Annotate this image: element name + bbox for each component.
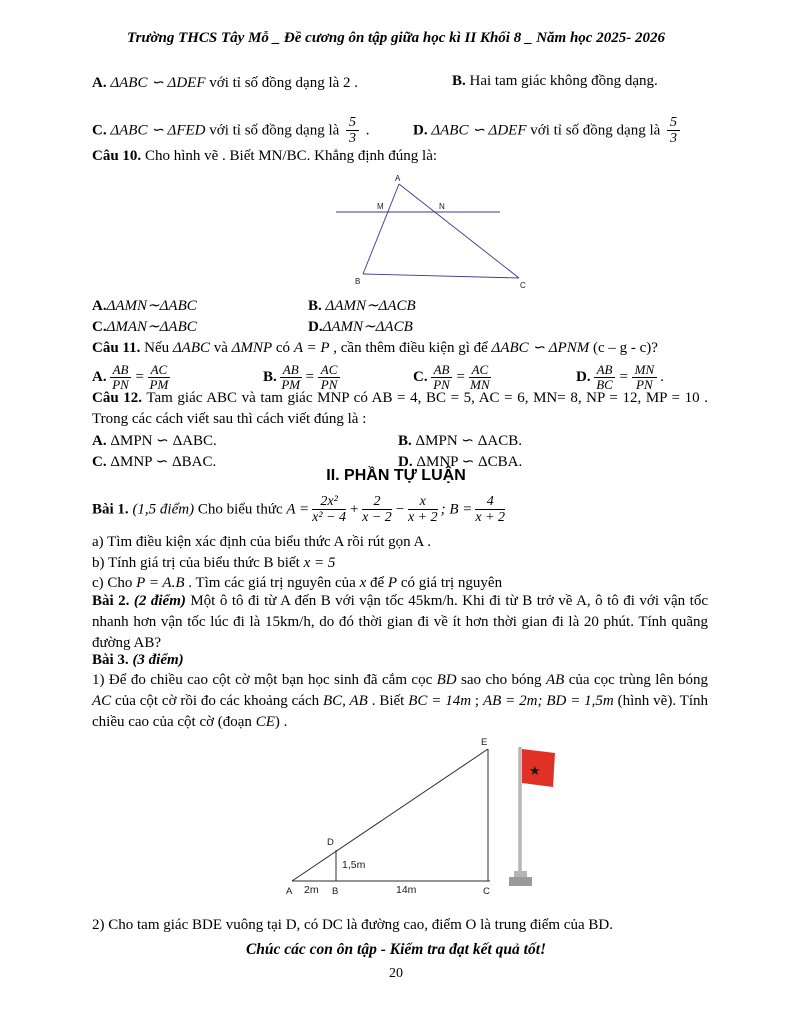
fraction-numerator: AB <box>431 363 453 378</box>
equals-sign: = <box>134 369 145 386</box>
page-number: 20 <box>389 966 403 981</box>
fraction <box>362 494 392 526</box>
item-text: của cột cờ rồi đo các khoảng cách <box>111 693 323 709</box>
math-segment: AB <box>545 672 565 688</box>
item-text: c) Cho <box>92 575 137 591</box>
q9-option-a <box>92 73 358 92</box>
item-text: của cọc trùng lên bóng <box>564 672 708 688</box>
exercise-text: Cho biểu thức <box>194 501 287 518</box>
fraction <box>408 494 438 526</box>
shadow-line-ae <box>292 749 488 881</box>
question-text: và <box>210 340 232 356</box>
closing-wish: Chúc các con ôn tập - Kiểm tra đạt kết quả tốt! <box>245 941 547 958</box>
option-label: B. <box>398 433 412 449</box>
item-text: b) Tính giá trị của biểu thức B biết <box>92 555 304 571</box>
option-label: A. <box>92 75 107 91</box>
dimension-ab: 2m <box>304 884 319 896</box>
option-text: ΔMPN ∽ ΔACB. <box>411 433 522 449</box>
option-math: ΔABC ∽ ΔFED <box>106 122 210 139</box>
q10-option-a <box>92 296 197 315</box>
q10-option-b <box>308 296 416 315</box>
q9-option-b <box>452 73 658 90</box>
fraction-denominator: x − 2 <box>362 510 392 526</box>
math-segment: AC <box>92 693 112 709</box>
flag-base <box>509 877 532 886</box>
b3-heading <box>92 652 184 669</box>
q9-option-d <box>413 115 683 147</box>
option-label: D. <box>576 369 591 386</box>
point-label-n: N <box>439 202 445 211</box>
fraction-denominator: x + 2 <box>407 510 438 526</box>
fraction <box>475 494 505 526</box>
point-label-m: M <box>377 202 384 211</box>
vertex-label-b: B <box>332 886 339 897</box>
fraction-numerator: AC <box>469 363 492 378</box>
equals-sign: = <box>304 369 315 386</box>
exercise-text: Một ô tô đi từ A đến B với vận tốc 45km/h. Khi đi từ B trở về A, ô tô đi với vận tốc nhanh hơn vận tốc lúc đi là 15km/h, do đó thời gian đi về ít hơn thời gian đi là 20 phút. Tính quãng đường AB? <box>92 593 708 651</box>
equals-sign: = <box>455 369 466 386</box>
math-segment: BC, AB <box>322 693 368 709</box>
fraction <box>346 115 359 147</box>
math-segment: ; B = <box>440 501 473 518</box>
q10-option-d <box>308 317 413 336</box>
q11-stem <box>92 338 658 357</box>
fraction-numerator: 2 <box>362 494 392 510</box>
fraction-numerator: AC <box>148 363 171 378</box>
exercise-number: Bài 2. <box>92 593 130 609</box>
question-text: có <box>272 340 294 356</box>
math-segment: x = 5 <box>303 555 336 571</box>
q10-stem <box>92 148 437 165</box>
q12-option-a <box>92 431 217 450</box>
math-segment: ΔABC ∽ ΔPNM <box>491 340 590 356</box>
plus-sign: + <box>349 501 360 518</box>
option-label: A. <box>92 298 107 314</box>
option-label: C. <box>92 122 107 139</box>
option-text: ΔMNP ∽ ΔCBA. <box>412 454 523 470</box>
b1-stem <box>92 494 508 526</box>
b1-item-b <box>92 555 335 572</box>
option-math: ΔAMN∼ΔACB <box>321 298 416 314</box>
option-text-after: . <box>362 122 370 139</box>
vertex-label-a: A <box>395 174 401 183</box>
option-math: ΔABC ∽ ΔDEF <box>106 75 210 91</box>
question-text: Nếu <box>140 340 173 356</box>
b1-item-a: a) Tìm điều kiện xác định của biểu thức A rồi rút gọn A . <box>92 534 432 550</box>
math-segment: ΔABC <box>172 340 210 356</box>
item-text: có giá trị nguyên <box>397 575 503 591</box>
q10-figure-triangle <box>333 172 535 294</box>
vertex-label-a: A <box>286 886 293 897</box>
fraction-denominator: BC <box>596 377 613 393</box>
fraction-denominator: PM <box>281 377 301 393</box>
b3-figure-flagpole <box>278 733 563 908</box>
fraction-denominator: PN <box>320 377 338 393</box>
question-text: (c – g - c)? <box>589 340 658 356</box>
option-label: A. <box>92 369 107 386</box>
vertex-label-e: E <box>481 737 488 748</box>
fraction-denominator: PN <box>433 377 450 393</box>
b2-paragraph <box>92 591 708 654</box>
dimension-bc: 14m <box>396 884 417 896</box>
item-text: 1) Để đo chiều cao cột cờ một bạn học sinh đã cắm cọc <box>92 672 437 688</box>
fraction-numerator: 2x² <box>312 494 346 510</box>
option-label: B. <box>308 298 322 314</box>
option-label: C. <box>413 369 428 386</box>
option-text: với tỉ số đồng dạng là <box>209 122 344 139</box>
math-segment: A = <box>286 501 310 518</box>
q9-option-c <box>92 115 370 147</box>
item-text: ; <box>471 693 483 709</box>
b3-item-1 <box>92 670 708 733</box>
exercise-number: Bài 1. <box>92 501 129 518</box>
q12-option-b <box>398 431 522 450</box>
fraction-numerator: 5 <box>667 115 680 131</box>
fraction-numerator: x <box>408 494 438 510</box>
fraction <box>667 115 680 147</box>
option-text: Hai tam giác không đồng dạng. <box>465 73 658 89</box>
item-text: (hình vẽ). Tính chiều cao của cột cờ (đoạn <box>92 693 708 730</box>
fraction-denominator: PM <box>149 377 169 393</box>
minus-sign: − <box>394 501 405 518</box>
math-segment: BD <box>436 672 457 688</box>
option-label: D. <box>398 454 413 470</box>
question-text: Tam giác ABC và tam giác MNP có AB = 4, BC = 5, AC = 6, MN= 8, NP = 12, MP = 10 . Trong các cách viết sau thì cách viết đúng là : <box>92 390 708 427</box>
option-label: D. <box>308 319 323 335</box>
option-math: ΔMAN∼ΔABC <box>106 319 197 335</box>
math-segment: P = A.B <box>136 575 185 591</box>
q12-stem <box>92 388 708 430</box>
section-heading: II. PHẦN TỰ LUẬN <box>326 467 466 484</box>
math-segment: ΔMNP <box>231 340 273 356</box>
item-text: để <box>366 575 388 591</box>
fraction-numerator: 4 <box>475 494 505 510</box>
fraction-numerator: AB <box>110 363 132 378</box>
vertex-label-c: C <box>483 886 490 897</box>
triangle-side-ab <box>363 184 399 274</box>
question-number: Câu 11. <box>92 340 141 356</box>
option-label: B. <box>452 73 466 89</box>
dimension-bd: 1,5m <box>342 859 366 871</box>
fraction <box>312 494 346 526</box>
item-text: sao cho bóng <box>456 672 546 688</box>
question-number: Câu 12. <box>92 390 143 406</box>
exercise-points: (1,5 điểm) <box>128 501 195 518</box>
item-text: ) . <box>274 714 288 730</box>
fraction-denominator: PN <box>112 377 129 393</box>
fraction-numerator: 5 <box>346 115 359 131</box>
item-text: . Biết <box>367 693 409 709</box>
flag-star-icon: ★ <box>529 763 541 778</box>
vertex-label-c: C <box>520 281 526 290</box>
option-label: C. <box>92 319 107 335</box>
option-math: ΔAMN∼ΔABC <box>106 298 197 314</box>
exercise-points: (2 điểm) <box>129 593 186 609</box>
equals-sign: = <box>618 369 629 386</box>
option-math: ΔABC ∽ ΔDEF <box>427 122 531 139</box>
option-text: với tỉ số đồng dạng là <box>530 122 665 139</box>
question-text: Cho hình vẽ . Biết MN/BC. Khẳng định đúng là: <box>141 148 438 164</box>
math-segment: BC = 14m <box>408 693 472 709</box>
question-text: , cần thêm điều kiện gì để <box>329 340 492 356</box>
item-text: . Tìm các giá trị nguyên của <box>184 575 360 591</box>
exercise-number: Bài 3. <box>92 652 129 668</box>
math-segment: AB = 2m; BD = 1,5m <box>482 693 614 709</box>
vertex-label-b: B <box>355 277 361 286</box>
fraction-denominator: 3 <box>670 131 678 147</box>
q10-option-c <box>92 317 197 336</box>
triangle-side-bc <box>363 274 519 278</box>
fraction-numerator: MN <box>632 363 658 378</box>
flag-base-top <box>514 871 527 877</box>
option-math: ΔAMN∼ΔACB <box>322 319 413 335</box>
fraction-denominator: 3 <box>349 131 357 147</box>
math-segment: P <box>387 575 398 591</box>
option-text: ΔMNP ∽ ΔBAC. <box>106 454 217 470</box>
option-text-after: . <box>660 369 664 386</box>
fraction-numerator: AC <box>318 363 341 378</box>
fraction-denominator: MN <box>470 377 490 393</box>
option-label: B. <box>263 369 277 386</box>
fraction-denominator: x + 2 <box>475 510 506 526</box>
exercise-points: (3 điểm) <box>128 652 184 668</box>
triangle-side-ac <box>399 184 519 278</box>
option-text: với tỉ số đồng dạng là 2 . <box>209 75 359 91</box>
fraction-denominator: PN <box>636 377 653 393</box>
document-header: Trường THCS Tây Mỗ _ Đề cương ôn tập giữa học kì II Khối 8 _ Năm học 2025- 2026 <box>127 30 665 46</box>
fraction-numerator: AB <box>280 363 302 378</box>
fraction-numerator: AB <box>594 363 616 378</box>
option-label: A. <box>92 433 107 449</box>
option-label: D. <box>413 122 428 139</box>
math-segment: CE <box>255 714 275 730</box>
fraction-denominator: x² − 4 <box>312 510 347 526</box>
math-segment: A = P <box>293 340 330 356</box>
math-segment: x <box>359 575 367 591</box>
b1-item-c <box>92 575 502 592</box>
question-number: Câu 10. <box>92 148 142 164</box>
option-label: C. <box>92 454 107 470</box>
vertex-label-d: D <box>327 837 334 848</box>
b3-item-2: 2) Cho tam giác BDE vuông tại D, có DC là đường cao, điểm O là trung điểm của BD. <box>92 917 613 933</box>
option-text: ΔMPN ∽ ΔABC. <box>106 433 217 449</box>
